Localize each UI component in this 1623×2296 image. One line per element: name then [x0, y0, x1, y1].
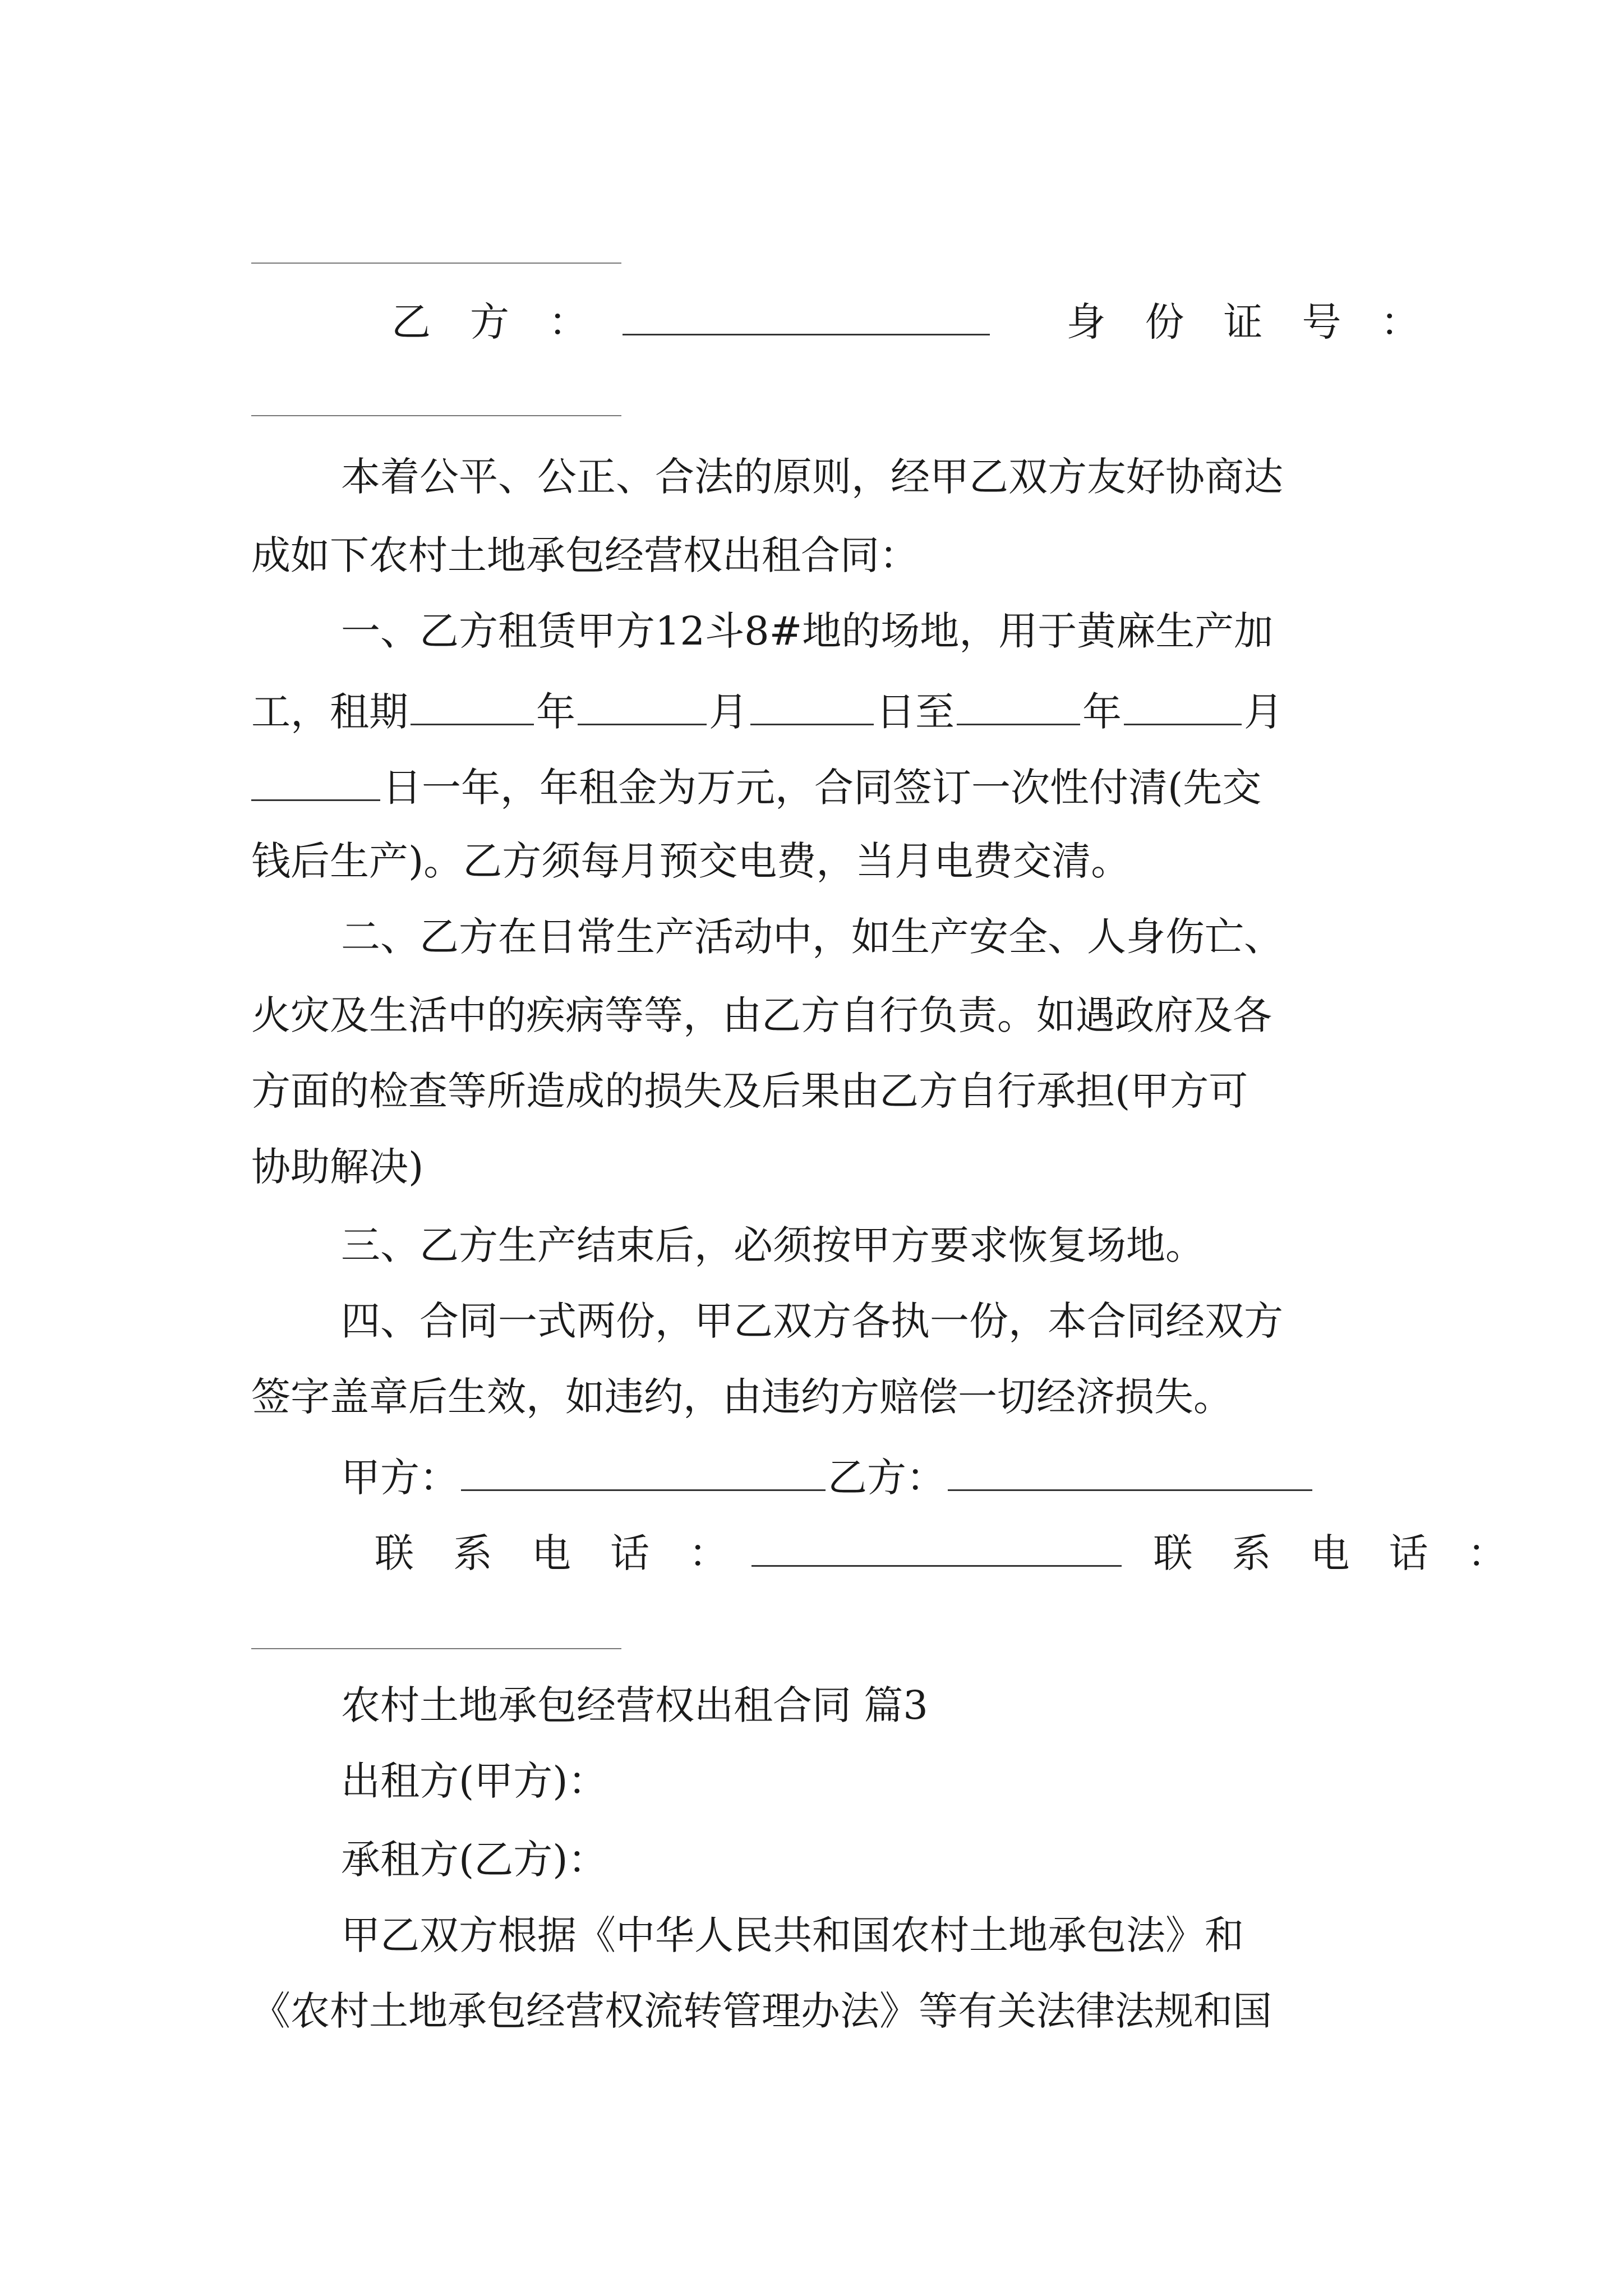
lease-term-label: 工，租期	[251, 689, 408, 735]
party-a-signature-blank	[461, 1456, 826, 1491]
clause-2-line-3: 方面的检查等所造成的损失及后果由乙方自行承担(甲方可	[251, 1068, 1248, 1114]
start-year-blank	[411, 690, 534, 725]
phone-underline	[251, 1648, 621, 1649]
clause-2-line-2: 火灾及生活中的疾病等等，由乙方自行负责。如遇政府及各	[251, 992, 1272, 1038]
intro-line-2: 成如下农村土地承包经营权出租合同：	[251, 532, 919, 578]
signature-line	[251, 1455, 1485, 1501]
signature-underline	[251, 263, 621, 264]
clause-1-line-4: 钱后生产)。乙方须每月预交电费，当月电费交清。	[251, 838, 1131, 884]
clause-4-line-1: 四、合同一式两份，甲乙双方各执一份，本合同经双方	[341, 1298, 1283, 1344]
party-b-label: 乙 方 ：	[391, 299, 588, 345]
section-3-title: 农村土地承包经营权出租合同 篇3	[341, 1682, 928, 1728]
end-month-unit: 月	[1244, 689, 1283, 735]
party-b-phone-label: 联 系 电 话 ：	[1153, 1530, 1507, 1576]
phone-line	[375, 1530, 1519, 1576]
end-month-blank	[1124, 690, 1242, 725]
party-a-phone-blank	[751, 1531, 1122, 1567]
end-year-unit: 年	[1082, 689, 1122, 735]
party-b-signature-label: 乙方：	[828, 1455, 946, 1501]
clause-2-line-1: 二、乙方在日常生产活动中，如生产安全、人身伤亡、	[341, 914, 1283, 960]
clause-3-line-1: 三、乙方生产结束后，必须按甲方要求恢复场地。	[341, 1222, 1205, 1268]
start-year-unit: 年	[536, 689, 575, 735]
start-month-blank	[578, 690, 707, 725]
end-year-blank	[957, 690, 1080, 725]
intro-line-1: 本着公平、公正、合法的原则，经甲乙双方友好协商达	[341, 454, 1283, 500]
day-to-unit: 日至	[876, 689, 955, 735]
end-day-blank	[251, 766, 380, 801]
lessee-label: 承租方(乙方)：	[341, 1837, 607, 1883]
party-b-signature-blank	[948, 1456, 1312, 1491]
party-a-phone-label: 联 系 电 话 ：	[375, 1530, 728, 1576]
lessor-label: 出租方(甲方)：	[341, 1758, 607, 1804]
section-3-body-line-1: 甲乙双方根据《中华人民共和国农村土地承包法》和	[341, 1912, 1244, 1958]
clause-1-line-3-text: 日一年，年租金为万元，合同签订一次性付清(先交	[382, 765, 1262, 811]
party-a-signature-label: 甲方：	[341, 1455, 459, 1501]
party-b-id-line	[391, 299, 1536, 345]
id-number-underline	[251, 415, 621, 416]
clause-1-line-1: 一、乙方租赁甲方12斗8#地的场地，用于黄麻生产加	[341, 608, 1274, 654]
clause-4-line-2: 签字盖章后生效，如违约，由违约方赔偿一切经济损失。	[251, 1374, 1233, 1420]
section-3-body-line-2: 《农村土地承包经营权流转管理办法》等有关法律法规和国	[251, 1988, 1272, 2034]
start-month-unit: 月	[709, 689, 748, 735]
id-number-label: 身 份 证 号 ：	[1066, 299, 1420, 345]
party-b-blank	[623, 300, 990, 335]
clause-2-line-4: 协助解决)	[251, 1144, 424, 1190]
clause-1-line-2	[251, 689, 1395, 735]
clause-1-line-3	[251, 765, 1395, 811]
start-day-blank	[750, 690, 874, 725]
